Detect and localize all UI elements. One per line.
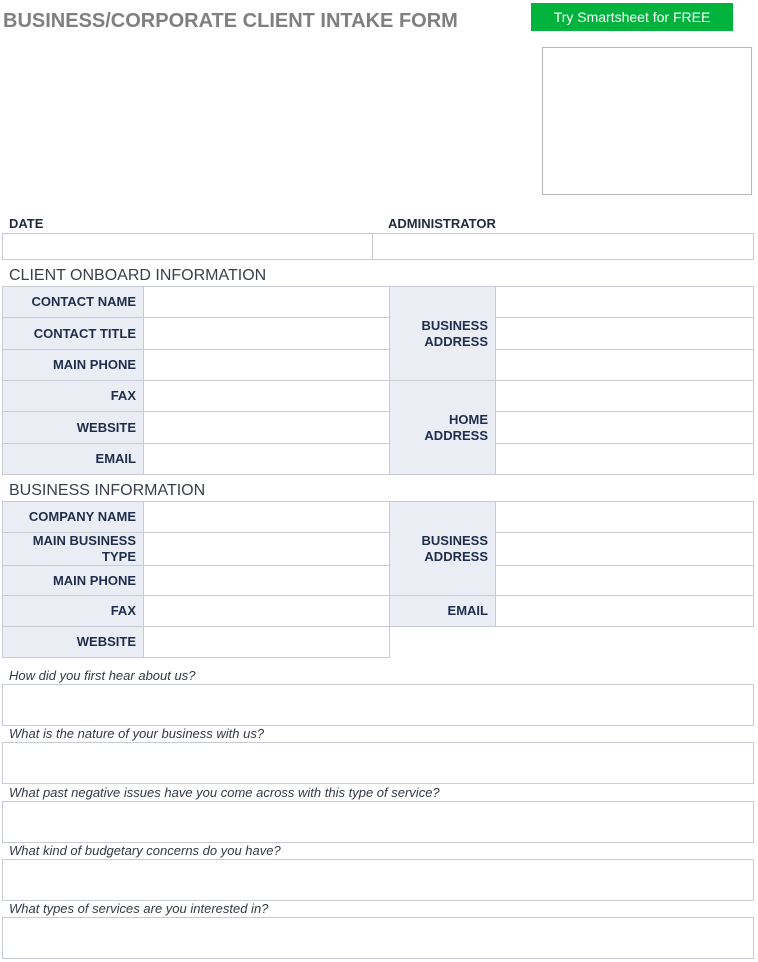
question-label-2: What past negative issues have you come across with this type of service? [9,785,440,800]
question-answer-2[interactable] [2,801,754,843]
client-home-address-line-3[interactable] [495,443,754,475]
business-address-label: BUSINESS ADDRESS [389,501,496,596]
question-answer-3[interactable] [2,859,754,901]
business-row-label-1: MAIN BUSINESS TYPE [2,532,144,566]
client-row-input-2[interactable] [143,349,390,381]
client-row-label-0: CONTACT NAME [2,286,144,318]
question-answer-1[interactable] [2,742,754,784]
client-row-input-1[interactable] [143,317,390,350]
business-address-line-2[interactable] [495,532,754,566]
client-row-input-5[interactable] [143,443,390,475]
client-row-label-3: FAX [2,380,144,412]
client-row-label-1: CONTACT TITLE [2,317,144,350]
question-label-3: What kind of budgetary concerns do you have? [9,843,281,858]
business-info-heading: BUSINESS INFORMATION [9,482,206,499]
business-row-label-3: FAX [2,595,144,627]
question-label-4: What types of services are you interested in? [9,901,269,916]
client-business-address-line-1[interactable] [495,286,754,318]
client-business-address-line-3[interactable] [495,349,754,381]
client-row-label-5: EMAIL [2,443,144,475]
date-input[interactable] [2,233,373,260]
client-row-input-0[interactable] [143,286,390,318]
client-row-input-3[interactable] [143,380,390,412]
page-title: BUSINESS/CORPORATE CLIENT INTAKE FORM [3,10,458,32]
client-business-address-label: BUSINESS ADDRESS [389,286,496,381]
business-row-input-3[interactable] [143,595,390,627]
client-onboard-heading: CLIENT ONBOARD INFORMATION [9,267,267,284]
business-address-line-1[interactable] [495,501,754,533]
business-row-input-2[interactable] [143,565,390,596]
client-home-address-line-1[interactable] [495,380,754,412]
question-label-1: What is the nature of your business with us? [9,726,265,741]
business-email-label: EMAIL [389,595,496,627]
business-row-input-0[interactable] [143,501,390,533]
logo-placeholder [542,47,752,195]
question-answer-0[interactable] [2,684,754,726]
administrator-input[interactable] [372,233,754,260]
try-smartsheet-button[interactable]: Try Smartsheet for FREE [531,3,733,31]
business-email-input[interactable] [495,595,754,627]
date-label: DATE [9,216,44,231]
client-business-address-line-2[interactable] [495,317,754,350]
client-row-input-4[interactable] [143,411,390,444]
business-row-input-4[interactable] [143,626,390,658]
business-row-label-4: WEBSITE [2,626,144,658]
client-row-label-4: WEBSITE [2,411,144,444]
business-row-label-0: COMPANY NAME [2,501,144,533]
client-home-address-line-2[interactable] [495,411,754,444]
administrator-label: ADMINISTRATOR [388,216,496,231]
business-row-input-1[interactable] [143,532,390,566]
client-row-label-2: MAIN PHONE [2,349,144,381]
business-address-line-3[interactable] [495,565,754,596]
question-label-0: How did you first hear about us? [9,668,196,683]
question-answer-4[interactable] [2,917,754,959]
business-row-label-2: MAIN PHONE [2,565,144,596]
client-home-address-label: HOME ADDRESS [389,380,496,475]
